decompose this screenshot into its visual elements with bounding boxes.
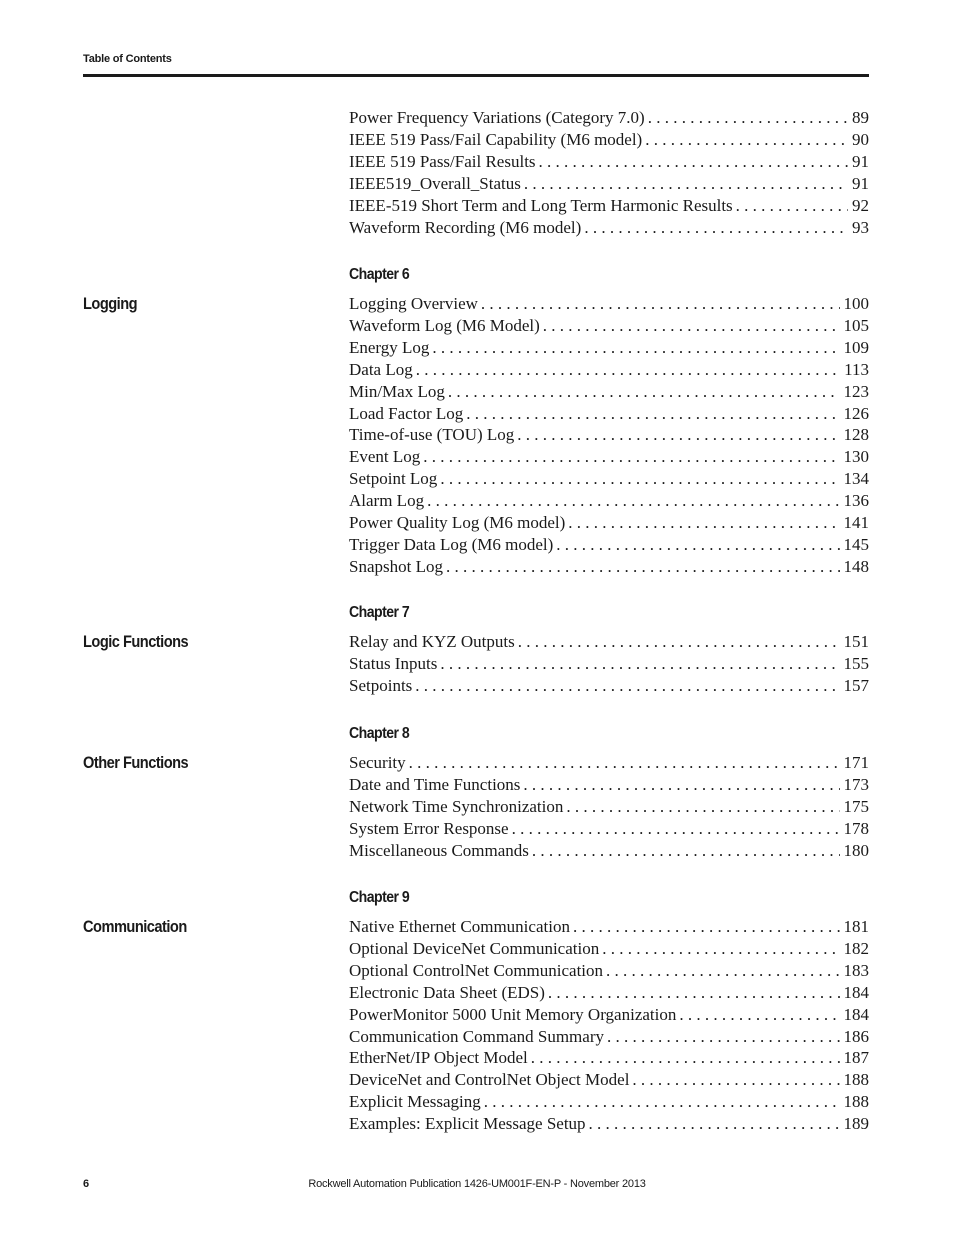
toc-entry-page: 93 (852, 217, 869, 237)
toc-entry[interactable] (349, 631, 869, 653)
toc-entry[interactable] (349, 107, 869, 129)
toc-entry-page: 187 (843, 1048, 869, 1068)
toc-entry-page: 178 (843, 818, 869, 838)
dot-leader (632, 1069, 839, 1091)
dot-leader (532, 840, 840, 862)
toc-entry[interactable] (349, 490, 869, 512)
toc-entry-title: System Error Response (349, 818, 509, 838)
dot-leader (523, 774, 839, 796)
toc-entry-page: 109 (843, 337, 869, 357)
toc-entry-title: IEEE 519 Pass/Fail Capability (M6 model) (349, 129, 643, 149)
toc-entry-page: 175 (843, 796, 869, 816)
toc-entry-page: 141 (843, 513, 869, 532)
toc-entry-page: 100 (843, 294, 869, 313)
toc-entry[interactable] (349, 653, 869, 675)
toc-entry-page: 91 (852, 151, 869, 171)
toc-entry-title: Min/Max Log (349, 381, 445, 401)
toc-entry-page: 91 (852, 173, 869, 193)
dot-leader (409, 752, 840, 774)
toc-entry[interactable] (349, 293, 869, 315)
chapter-title[interactable]: Communication (83, 917, 187, 936)
dot-leader (524, 173, 848, 195)
toc-entry-page: 182 (843, 938, 869, 958)
toc-entry-title: Data Log (349, 359, 413, 379)
dot-leader (589, 1113, 840, 1135)
toc-entry[interactable] (349, 129, 869, 151)
dot-leader (446, 556, 840, 578)
footer-page-number: 6 (83, 1178, 90, 1190)
dot-leader (736, 195, 848, 217)
toc-entry[interactable] (349, 840, 869, 862)
toc-entry-page: 145 (843, 534, 869, 554)
toc-entry-page: 105 (843, 315, 869, 335)
dot-leader (512, 818, 840, 840)
toc-entry-title: Power Quality Log (M6 model) (349, 513, 566, 532)
dot-leader (484, 1091, 840, 1113)
toc-entry-title: Snapshot Log (349, 556, 443, 576)
toc-entry-page: 184 (843, 982, 869, 1002)
toc-entry-page: 90 (852, 129, 869, 149)
dot-leader (448, 381, 840, 403)
toc-entry-title: Date and Time Functions (349, 774, 521, 794)
toc-entry-page: 186 (843, 1026, 869, 1046)
toc-entry[interactable] (349, 752, 869, 774)
header-rule (83, 74, 869, 77)
toc-entry-title: Communication Command Summary (349, 1026, 604, 1046)
toc-entry-page: 181 (843, 917, 869, 936)
toc-entry-title: Relay and KYZ Outputs (349, 632, 515, 651)
dot-leader (607, 1026, 840, 1048)
toc-entry-page: 184 (843, 1004, 869, 1024)
toc-entry[interactable] (349, 512, 869, 534)
toc-entry-page: 126 (843, 403, 869, 423)
toc-entry[interactable] (349, 1004, 869, 1026)
toc-entry[interactable] (349, 796, 869, 818)
toc-entry[interactable] (349, 446, 869, 468)
dot-leader (440, 468, 839, 490)
chapter-title[interactable]: Other Functions (83, 753, 189, 772)
toc-entry-title: IEEE-519 Short Term and Long Term Harmonic Results (349, 195, 733, 215)
dot-leader (440, 653, 839, 675)
chapter-title[interactable]: Logic Functions (83, 632, 189, 651)
toc-entry-title: Electronic Data Sheet (EDS) (349, 982, 545, 1002)
toc-entry-page: 128 (843, 425, 869, 445)
toc-entry[interactable] (349, 1069, 869, 1091)
chapter-title[interactable]: Logging (83, 294, 138, 313)
toc-entry[interactable] (349, 982, 869, 1004)
dot-leader (573, 916, 840, 938)
running-header: Table of Contents (83, 53, 172, 65)
dot-leader (427, 490, 839, 512)
toc-entry-title: Time-of-use (TOU) Log (349, 425, 515, 445)
toc-entry[interactable] (349, 774, 869, 796)
toc-entry-title: Miscellaneous Commands (349, 840, 529, 860)
toc-entry[interactable] (349, 1026, 869, 1048)
dot-leader (423, 446, 839, 468)
dot-leader (466, 403, 839, 425)
dot-leader (517, 424, 839, 446)
toc-entry-title: Load Factor Log (349, 403, 464, 423)
toc-entry[interactable] (349, 468, 869, 490)
toc-entry-page: 136 (843, 491, 869, 511)
dot-leader (539, 151, 848, 173)
toc-entry-title: Waveform Recording (M6 model) (349, 217, 582, 237)
footer-publication: Rockwell Automation Publication 1426-UM001F-EN-P - November 2013 (308, 1178, 646, 1190)
dot-leader (566, 796, 839, 818)
toc-entry[interactable] (349, 315, 869, 337)
dot-leader (645, 129, 848, 151)
toc-entry-title: Optional DeviceNet Communication (349, 938, 600, 958)
toc-entry-page: 183 (843, 960, 869, 980)
toc-entry-title: DeviceNet and ControlNet Object Model (349, 1070, 630, 1090)
toc-entry-title: Status Inputs (349, 653, 438, 673)
chapter-label: Chapter 9 (349, 889, 410, 906)
dot-leader (679, 1004, 839, 1026)
toc-entry-title: Power Frequency Variations (Category 7.0) (349, 108, 645, 127)
toc-entry[interactable] (349, 1047, 869, 1069)
dot-leader (531, 1047, 840, 1069)
toc-entry[interactable] (349, 1091, 869, 1113)
dot-leader (648, 107, 848, 129)
toc-entry-page: 155 (843, 653, 869, 673)
toc-entry[interactable] (349, 916, 869, 938)
toc-entry[interactable] (349, 960, 869, 982)
toc-entry[interactable] (349, 337, 869, 359)
dot-leader (481, 293, 840, 315)
toc-entry[interactable] (349, 534, 869, 556)
toc-entry-page: 188 (843, 1070, 869, 1090)
toc-entry-title: Energy Log (349, 337, 430, 357)
toc-entry[interactable] (349, 381, 869, 403)
toc-entry[interactable] (349, 217, 869, 239)
dot-leader (556, 534, 839, 556)
toc-entry-page: 189 (843, 1114, 869, 1134)
toc-entry-title: Network Time Synchronization (349, 796, 564, 816)
toc-entry-page: 157 (843, 675, 869, 695)
dot-leader (432, 337, 839, 359)
dot-leader (568, 512, 839, 534)
toc-entry[interactable] (349, 151, 869, 173)
chapter-label: Chapter 7 (349, 604, 410, 621)
dot-leader (584, 217, 848, 239)
toc-entry-page: 148 (843, 556, 869, 576)
dot-leader (606, 960, 839, 982)
toc-entry[interactable] (349, 424, 869, 446)
dot-leader (416, 359, 840, 381)
toc-entry-title: Setpoints (349, 675, 413, 695)
toc-entry-title: Trigger Data Log (M6 model) (349, 534, 554, 554)
toc-entry[interactable] (349, 195, 869, 217)
toc-entry-title: Optional ControlNet Communication (349, 960, 604, 980)
toc-entry-title: Event Log (349, 447, 421, 467)
toc-entry-title: Native Ethernet Communication (349, 917, 570, 936)
toc-entry-page: 171 (843, 753, 869, 772)
chapter-label: Chapter 6 (349, 266, 410, 283)
dot-leader (415, 675, 839, 697)
toc-entry-page: 134 (843, 469, 869, 489)
toc-entry-title: PowerMonitor 5000 Unit Memory Organization (349, 1004, 677, 1024)
dot-leader (548, 982, 840, 1004)
toc-entry-page: 180 (843, 840, 869, 860)
toc-entry-title: IEEE 519 Pass/Fail Results (349, 151, 536, 171)
toc-entry-title: Waveform Log (M6 Model) (349, 315, 540, 335)
toc-entry-page: 113 (844, 359, 869, 379)
toc-entry-title: Security (349, 753, 406, 772)
toc-entry-title: Setpoint Log (349, 469, 438, 489)
toc-entry[interactable] (349, 938, 869, 960)
toc-entry-page: 123 (843, 381, 869, 401)
toc-entry[interactable] (349, 359, 869, 381)
dot-leader (518, 631, 840, 653)
toc-entry-title: IEEE519_Overall_Status (349, 173, 521, 193)
toc-entry[interactable] (349, 556, 869, 578)
toc-entry[interactable] (349, 675, 869, 697)
toc-entry-title: Examples: Explicit Message Setup (349, 1114, 586, 1134)
dot-leader (543, 315, 840, 337)
toc-entry-page: 173 (843, 774, 869, 794)
toc-entry-page: 92 (852, 195, 869, 215)
toc-entry-page: 130 (843, 447, 869, 467)
toc-entry[interactable] (349, 173, 869, 195)
toc-entry-title: EtherNet/IP Object Model (349, 1048, 528, 1068)
chapter-label: Chapter 8 (349, 725, 410, 742)
toc-entry[interactable] (349, 1113, 869, 1135)
toc-entry-title: Alarm Log (349, 491, 425, 511)
toc-entry-page: 89 (852, 108, 869, 127)
toc-entry-title: Explicit Messaging (349, 1092, 481, 1112)
toc-entry-page: 188 (843, 1092, 869, 1112)
toc-entry-page: 151 (843, 632, 869, 651)
dot-leader (602, 938, 839, 960)
toc-entry-title: Logging Overview (349, 294, 478, 313)
toc-entry[interactable] (349, 403, 869, 425)
toc-entry[interactable] (349, 818, 869, 840)
